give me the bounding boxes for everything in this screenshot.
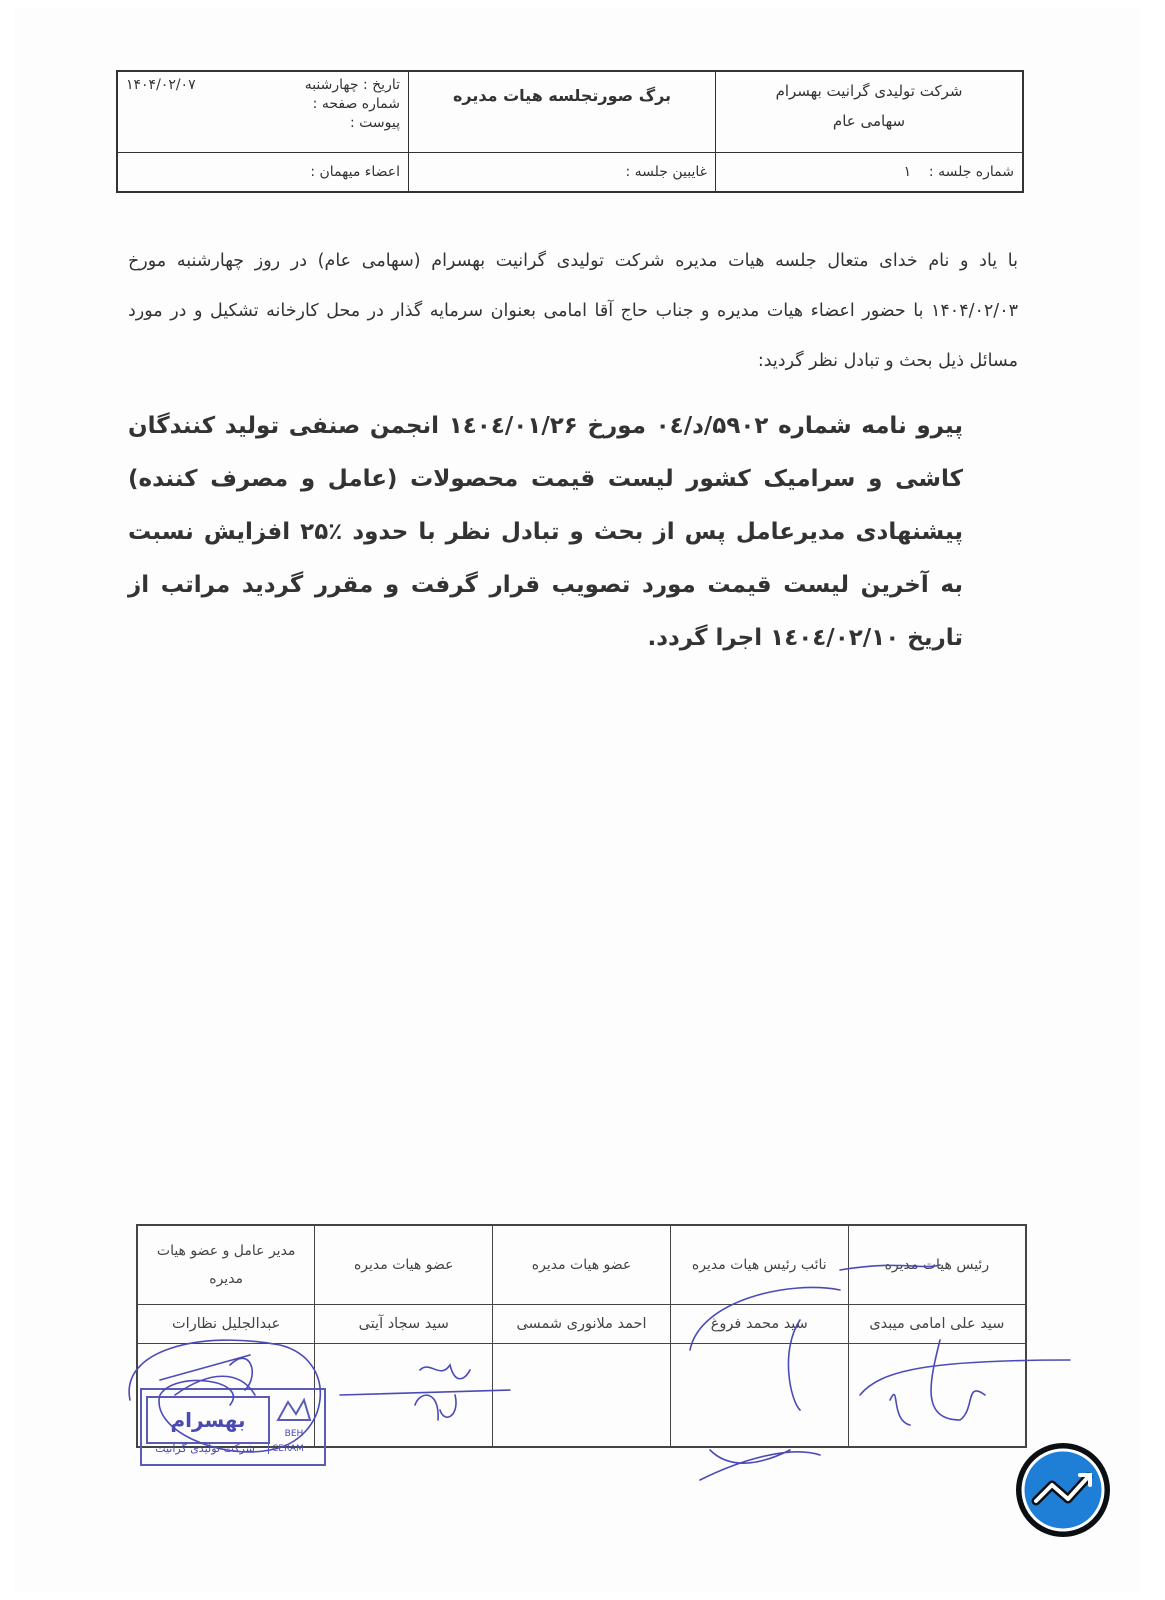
stamp-brand: بهسرام	[146, 1396, 270, 1444]
signatory-name: عبدالجلیل نظارات	[137, 1305, 315, 1344]
page-number-label: شماره صفحه :	[312, 96, 400, 112]
company-type: سهامی عام	[832, 112, 906, 130]
intro-paragraph: با یاد و نام خدای متعال جلسه هیات مدیره شرکت تولیدی گرانیت بهسرام (سهامی عام) در روز چهارشنبه مورخ ۱۴۰۴/۰۲/۰۳ با حضور اعضاء هیات مدیره و جناب حاج آقا امامی بعنوان سرمایه گذار در محل کارخانه تشکیل و در مورد مسائل ذیل بحث و تبادل نظر گردید:	[128, 251, 1018, 371]
stamp-logo-icon	[270, 1396, 318, 1440]
signatory-role: عضو هیات مدیره	[493, 1225, 671, 1305]
signature-cell	[315, 1344, 493, 1448]
signatory-name: سید محمد فروغ	[670, 1305, 848, 1344]
company-cell	[716, 71, 1024, 153]
company-stamp	[140, 1388, 326, 1466]
date-cell	[117, 71, 409, 153]
stamp-caption: شرکت تولیدی گرانیت	[155, 1442, 255, 1455]
document-title: برگ صورتجلسه هیات مدیره	[409, 71, 716, 153]
signature-cell	[670, 1344, 848, 1448]
resolution-paragraph: پیرو نامه شماره ۵۹۰۲/د/۰٤ مورخ ۱٤۰٤/۰۱/۲۶ انجمن صنفی تولید کنندگان کاشی و سرامیک کشور لیست قیمت محصولات (عامل و مصرف کننده) پیشنهادی مدیرعامل پس از بحث و تبادل نظر با حدود ٪۲۵ افزایش نسبت به آخرین لیست قیمت مورد تصویب قرار گرفت و مقرر گردید مراتب از تاریخ ۱٤۰٤/۰۲/۱۰ اجرا گردد.	[128, 413, 963, 651]
watermark-badge-icon	[1016, 1443, 1110, 1537]
date-value: ۱۴۰۴/۰۲/۰۷	[126, 77, 196, 93]
attachment-label: پیوست :	[350, 115, 400, 131]
date-label: تاریخ : چهارشنبه	[304, 77, 400, 93]
signatory-role: عضو هیات مدیره	[315, 1225, 493, 1305]
session-number: ۱	[903, 164, 912, 180]
session-cell	[716, 153, 1024, 193]
signatory-role: مدیر عامل و عضو هیات مدیره	[137, 1225, 315, 1305]
stamp-ceram-text: CERAM	[268, 1444, 304, 1454]
header-table	[116, 70, 1024, 193]
signatory-name: احمد ملانوری شمسی	[493, 1305, 671, 1344]
stamp-logo-text: BEH	[284, 1429, 304, 1439]
signature-cell	[848, 1344, 1026, 1448]
signatory-name: سید سجاد آیتی	[315, 1305, 493, 1344]
signatory-name: سید علی امامی میبدی	[848, 1305, 1026, 1344]
guests-label: اعضاء میهمان :	[117, 153, 409, 193]
signatory-role: رئیس هیات مدیره	[848, 1225, 1026, 1305]
session-label: شماره جلسه :	[928, 164, 1014, 180]
company-name: شرکت تولیدی گرانیت بهسرام	[775, 82, 963, 100]
absentees-label: غایبین جلسه :	[409, 153, 716, 193]
signatory-role: نائب رئیس هیات مدیره	[670, 1225, 848, 1305]
signature-cell	[493, 1344, 671, 1448]
